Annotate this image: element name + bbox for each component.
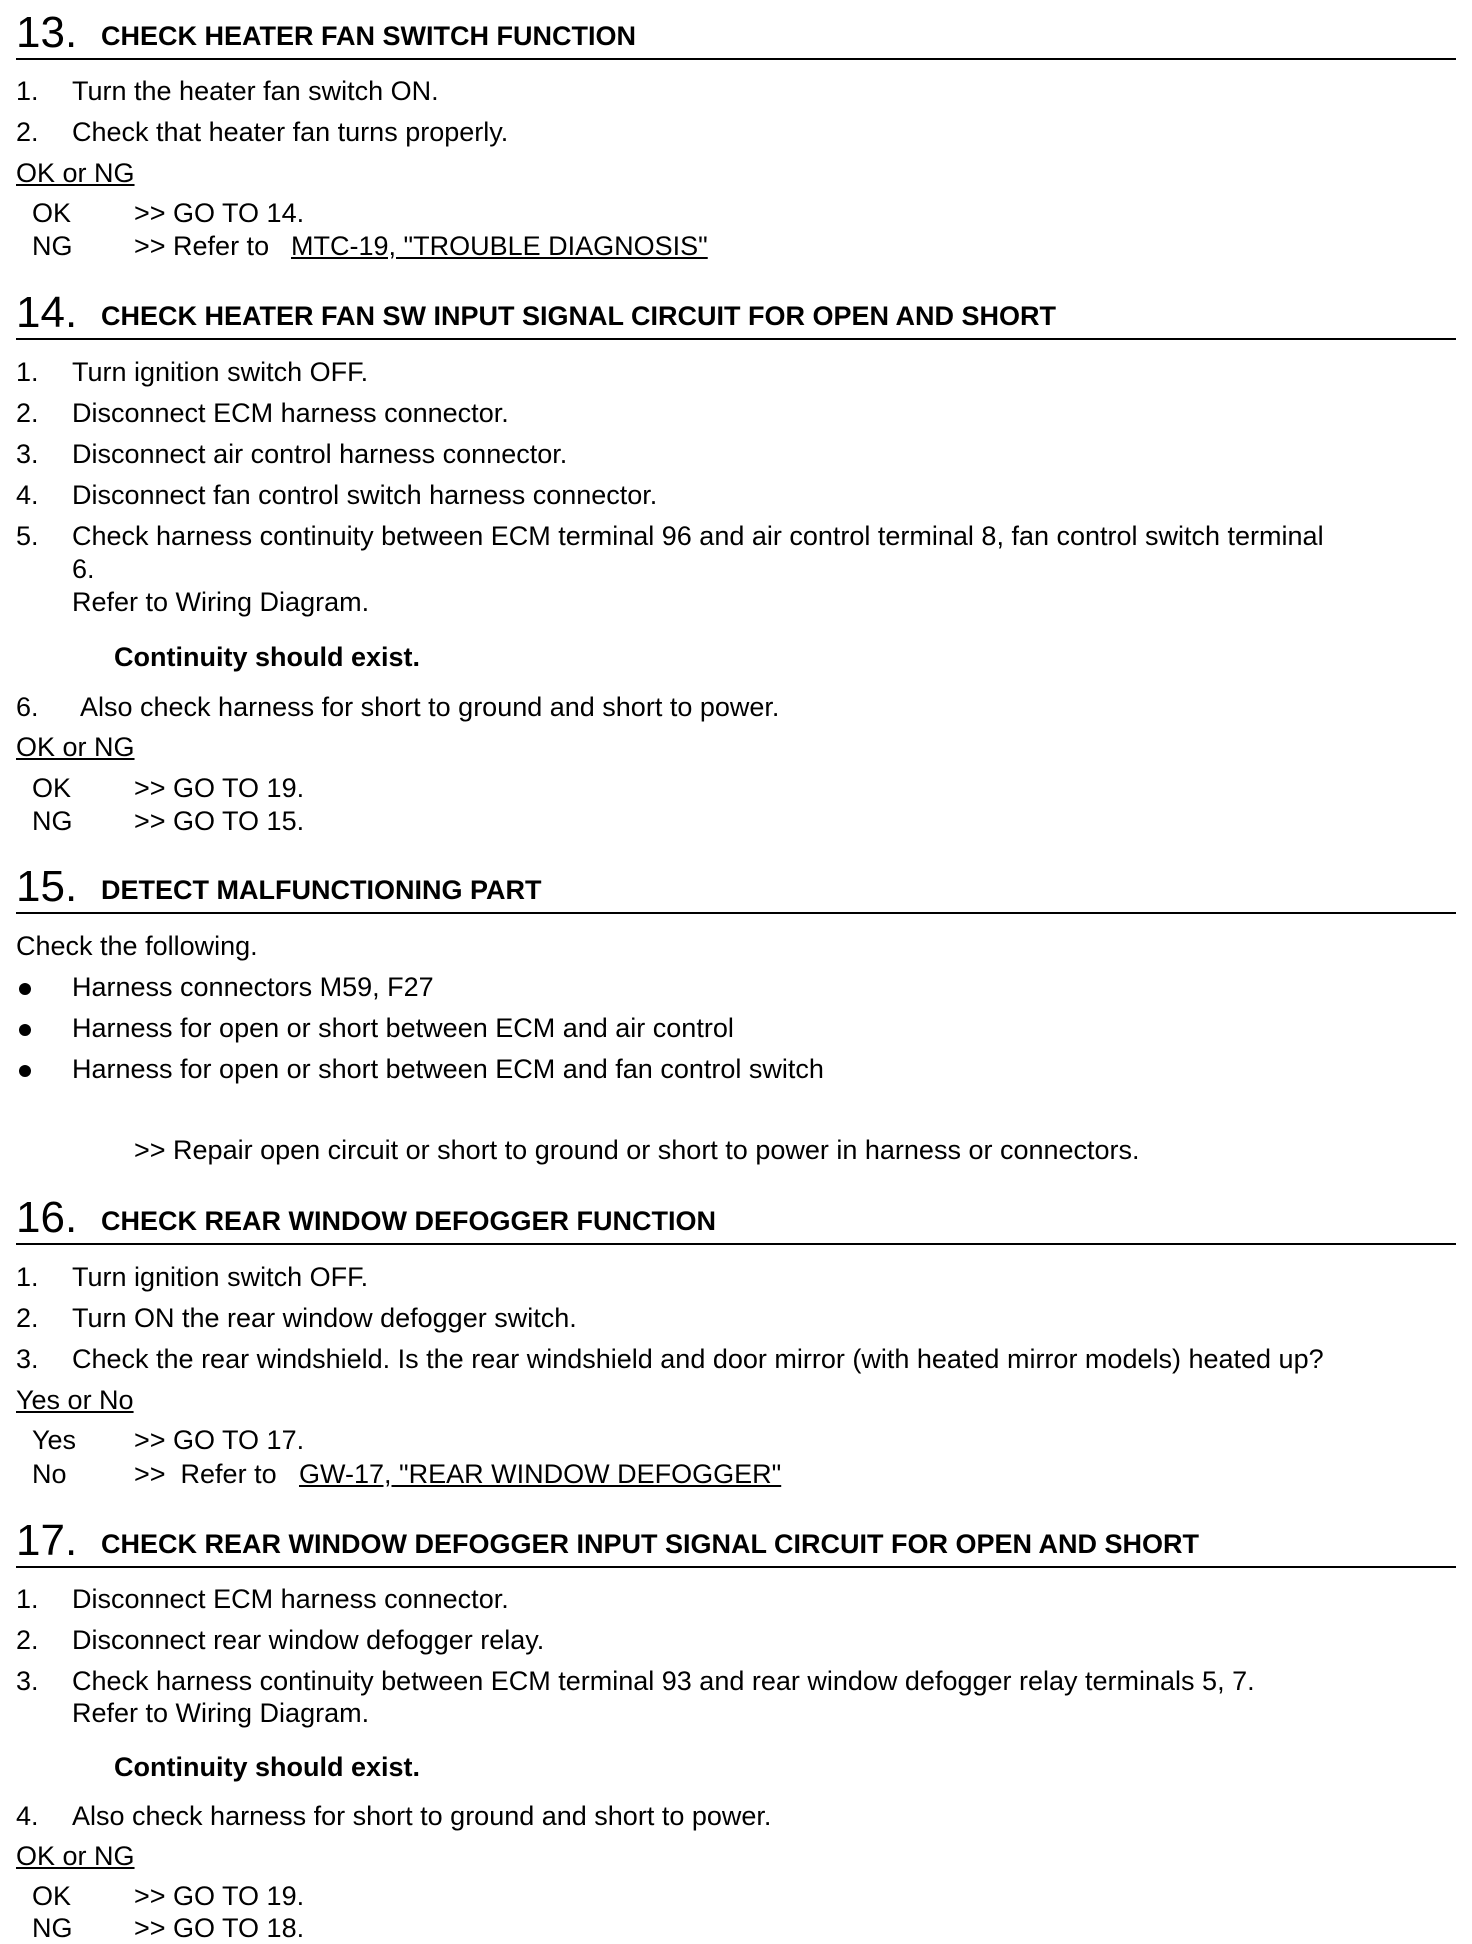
item-number: 1. — [16, 357, 39, 387]
decision-label: OK or NG — [16, 732, 135, 762]
item-number: 2. — [16, 117, 39, 147]
result-action: >> GO TO 18. — [134, 1913, 305, 1943]
item-number: 1. — [16, 76, 39, 106]
spec-text: Continuity should exist. — [114, 642, 421, 672]
bullet-icon — [19, 983, 31, 995]
list-item: Check that heater fan turns properly. — [72, 117, 509, 147]
decision-label: OK or NG — [16, 1841, 135, 1871]
item-number: 2. — [16, 1303, 39, 1333]
reference-link[interactable]: GW-17, "REAR WINDOW DEFOGGER" — [299, 1459, 782, 1489]
item-number: 3. — [16, 1344, 39, 1374]
item-number: 6. — [16, 692, 39, 722]
decision-label: OK or NG — [16, 158, 135, 188]
result-code-ok: OK — [32, 198, 72, 228]
result-action: >> Refer to — [134, 231, 270, 261]
decision-label: Yes or No — [16, 1385, 134, 1415]
intro-text: Check the following. — [16, 931, 258, 961]
spec-text: Continuity should exist. — [114, 1752, 421, 1782]
result-code-ng: NG — [32, 1913, 73, 1943]
list-item: Turn ignition switch OFF. — [72, 1262, 369, 1292]
step-number: 15. — [16, 862, 78, 911]
list-item: Disconnect air control harness connector. — [72, 439, 568, 469]
step-number: 17. — [16, 1516, 78, 1565]
list-item: Turn ignition switch OFF. — [72, 357, 369, 387]
result-code-ng: NG — [32, 806, 73, 836]
step-title: DETECT MALFUNCTIONING PART — [101, 875, 542, 905]
step-13-header — [16, 8, 1456, 60]
item-number: 2. — [16, 398, 39, 428]
list-item: Also check harness for short to ground and short to power. — [80, 692, 780, 722]
bullet-item: Harness for open or short between ECM and air control — [72, 1013, 734, 1043]
step-16-header — [16, 1193, 1456, 1245]
reference-link[interactable]: MTC-19, "TROUBLE DIAGNOSIS" — [291, 231, 708, 261]
result-code-ng: NG — [32, 231, 73, 261]
step-title: CHECK REAR WINDOW DEFOGGER FUNCTION — [101, 1206, 716, 1236]
list-item: Turn the heater fan switch ON. — [72, 76, 439, 106]
result-code-ok: OK — [32, 773, 72, 803]
step-14-header — [16, 288, 1456, 340]
list-item: Also check harness for short to ground and short to power. — [72, 1801, 772, 1831]
item-number: 1. — [16, 1262, 39, 1292]
result-action: >> Refer to — [134, 1459, 277, 1489]
item-number: 2. — [16, 1625, 39, 1655]
step-17-header — [16, 1516, 1456, 1568]
result-action: >> GO TO 19. — [134, 1881, 305, 1911]
step-number: 14. — [16, 288, 78, 337]
list-item: Check the rear windshield. Is the rear windshield and door mirror (with heated mirror models) heated up? — [72, 1344, 1324, 1374]
step-title: CHECK HEATER FAN SWITCH FUNCTION — [101, 21, 636, 51]
bullet-item: Harness connectors M59, F27 — [72, 972, 434, 1002]
item-number: 1. — [16, 1584, 39, 1614]
list-item: Turn ON the rear window defogger switch. — [72, 1303, 577, 1333]
refer-note: Refer to Wiring Diagram. — [72, 1698, 370, 1728]
refer-note: Refer to Wiring Diagram. — [72, 587, 370, 617]
bullet-item: Harness for open or short between ECM and fan control switch — [72, 1054, 824, 1084]
result-code-ok: OK — [32, 1881, 72, 1911]
step-15-header — [16, 862, 1456, 914]
result-code-yes: Yes — [32, 1425, 77, 1455]
list-item-continued: 6. — [72, 554, 95, 584]
bullet-icon — [19, 1024, 31, 1036]
result-action: >> GO TO 17. — [134, 1425, 305, 1455]
bullet-icon — [19, 1065, 31, 1077]
item-number: 5. — [16, 521, 39, 551]
repair-action: >> Repair open circuit or short to ground or short to power in harness or connectors. — [134, 1135, 1140, 1165]
result-action: >> GO TO 19. — [134, 773, 305, 803]
list-item: Check harness continuity between ECM terminal 93 and rear window defogger relay terminals 5, 7. — [72, 1666, 1255, 1696]
step-title: CHECK REAR WINDOW DEFOGGER INPUT SIGNAL CIRCUIT FOR OPEN AND SHORT — [101, 1529, 1200, 1559]
list-item: Disconnect ECM harness connector. — [72, 1584, 509, 1614]
item-number: 4. — [16, 480, 39, 510]
step-number: 16. — [16, 1193, 78, 1242]
result-action: >> GO TO 15. — [134, 806, 305, 836]
result-code-no: No — [32, 1459, 67, 1489]
item-number: 4. — [16, 1801, 39, 1831]
item-number: 3. — [16, 1666, 39, 1696]
list-item: Disconnect fan control switch harness connector. — [72, 480, 658, 510]
list-item: Disconnect ECM harness connector. — [72, 398, 509, 428]
item-number: 3. — [16, 439, 39, 469]
step-title: CHECK HEATER FAN SW INPUT SIGNAL CIRCUIT FOR OPEN AND SHORT — [101, 301, 1057, 331]
list-item: Disconnect rear window defogger relay. — [72, 1625, 545, 1655]
list-item: Check harness continuity between ECM terminal 96 and air control terminal 8, fan control switch terminal — [72, 521, 1324, 551]
result-action: >> GO TO 14. — [134, 198, 305, 228]
step-number: 13. — [16, 8, 78, 57]
